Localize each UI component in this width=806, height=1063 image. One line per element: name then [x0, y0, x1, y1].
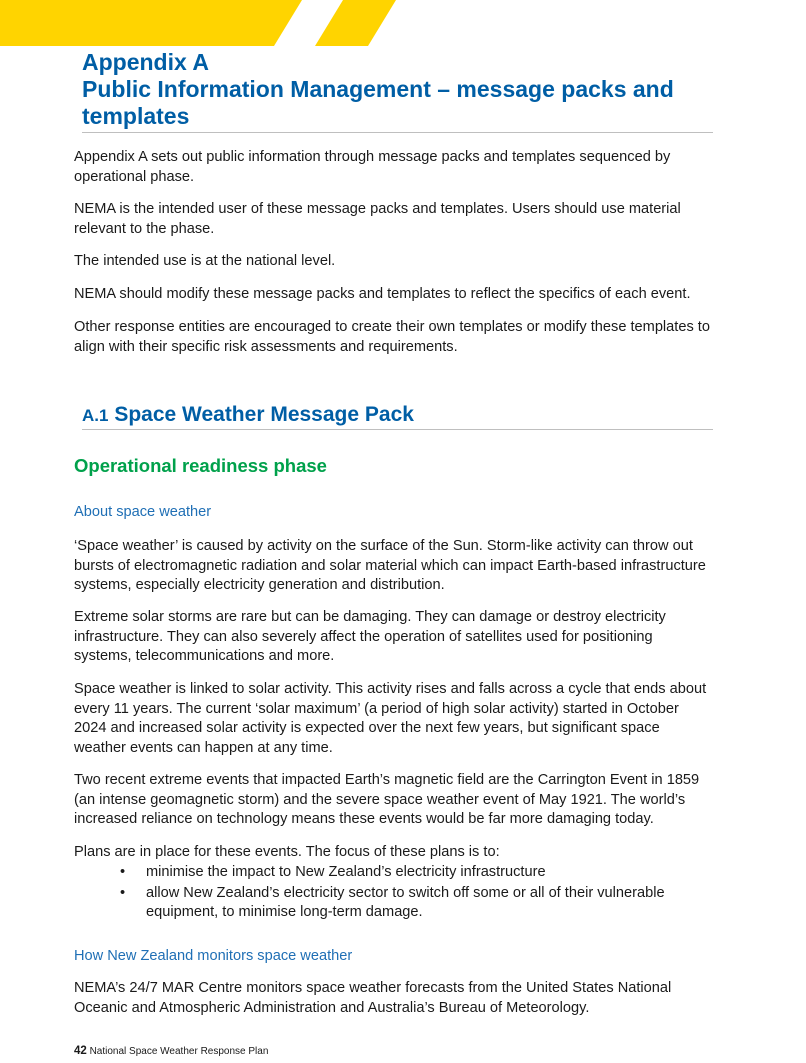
intro-paragraph-4: NEMA should modify these message packs and templates to reflect the specifics of each event. [74, 286, 691, 302]
intro-paragraph-3: The intended use is at the national level. [74, 253, 336, 269]
about-paragraph-2: Extreme solar storms are rare but can be damaging. They can damage or destroy electricity infrastructure. They can also severely affect the operation of satellites used for positioning systems, telecommunications and more. [74, 609, 666, 664]
footer-doc-title: National Space Weather Response Plan [89, 1046, 269, 1057]
about-heading: About space weather [74, 504, 212, 520]
section-heading [82, 402, 414, 429]
appendix-heading [82, 49, 712, 130]
monitor-heading: How New Zealand monitors space weather [74, 948, 353, 964]
section-rule [82, 429, 713, 430]
bullet-icon: • [120, 884, 126, 901]
bullet-icon: • [120, 864, 126, 880]
list-item [118, 863, 708, 883]
list-item [118, 884, 708, 923]
intro-paragraph-5: Other response entities are encouraged to create their own templates or modify these templates to align with their specific risk assessments and requirements. [74, 319, 710, 355]
section-number: A.1 [82, 406, 109, 425]
banner-stripe-large [0, 0, 302, 46]
heading-line-2: Public Information Management – message packs and [82, 76, 674, 102]
section-title: Space Weather Message Pack [114, 403, 414, 426]
banner-stripe-small [315, 0, 396, 46]
intro-paragraph-2: NEMA is the intended user of these message packs and templates. Users should use material relevant to the phase. [74, 201, 681, 237]
monitor-paragraph: NEMA’s 24/7 MAR Centre monitors space weather forecasts from the United States National Oceanic and Atmospheric Administration and Australia’s Bureau of Meteorology. [74, 980, 672, 1016]
plan-focus-list [118, 863, 708, 924]
about-paragraph-4: Two recent extreme events that impacted Earth’s magnetic field are the Carrington Event in 1859 (an intense geomagnetic storm) and the severe space weather event of May 1921. The world’s increased reliance on technology means these events would be far more damaging today. [74, 772, 700, 827]
heading-line-1: Appendix A [82, 49, 209, 75]
about-paragraph-5: Plans are in place for these events. The focus of these plans is to: [74, 844, 500, 860]
intro-paragraph-1: Appendix A sets out public information through message packs and templates sequenced by operational phase. [74, 149, 671, 185]
heading-line-3: templates [82, 103, 190, 129]
list-item-text: allow New Zealand’s electricity sector to switch off some or all of their vulnerable equipment, to minimise long-term damage. [146, 884, 665, 920]
about-paragraph-3: Space weather is linked to solar activity. This activity rises and falls across a cycle that ends about every 11 years. The current ‘solar maximum’ (a period of high solar activity) started in October 2024 and increased solar activity is expected over the next few years, but significant space weather events can happen at any time. [74, 681, 707, 756]
list-item-text: minimise the impact to New Zealand’s electricity infrastructure [146, 864, 546, 880]
phase-title: Operational readiness phase [74, 455, 327, 476]
page-footer [74, 1044, 268, 1059]
about-paragraph-1: ‘Space weather’ is caused by activity on the surface of the Sun. Storm-like activity can throw out bursts of electromagnetic radiation and solar material which can impact Earth-based infrastructure systems, especially electricity generation and distribution. [74, 538, 706, 593]
header-banner [0, 0, 806, 46]
heading-rule [82, 132, 713, 133]
page-number: 42 [74, 1045, 87, 1057]
